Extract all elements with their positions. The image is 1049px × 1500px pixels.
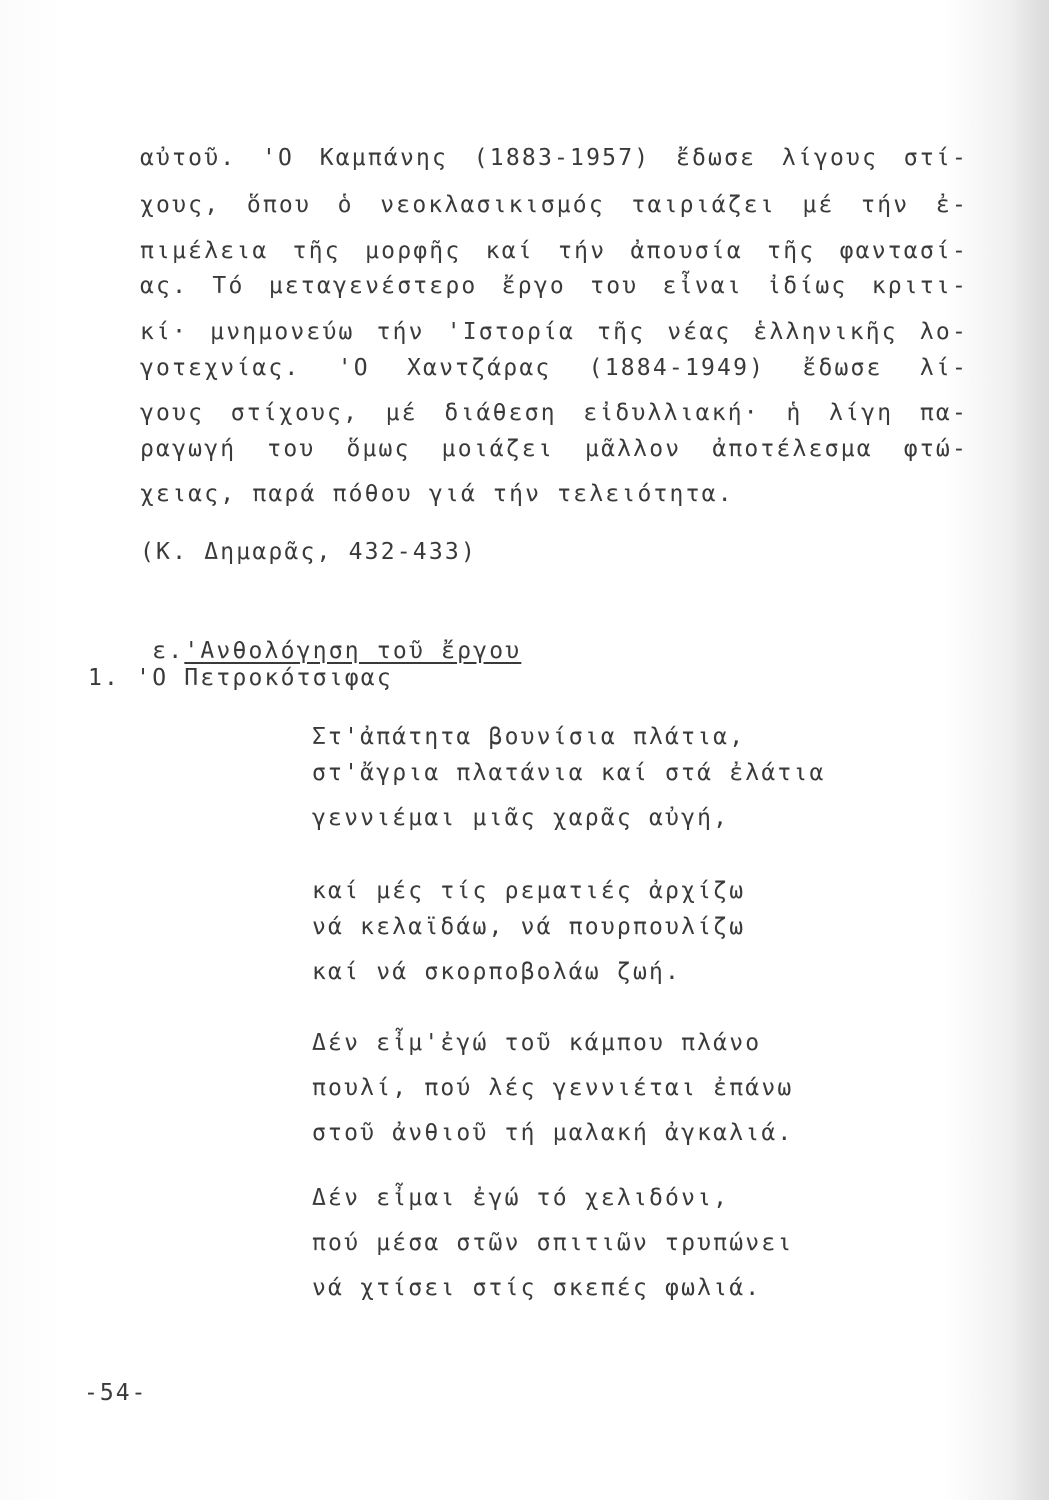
verse-line: γεννιέμαι μιᾶς χαρᾶς αὐγή, — [312, 805, 730, 831]
body-line-9: χειας, παρά πόθου γιά τήν τελειότητα. — [140, 481, 734, 507]
body-line-4: ας. Τό μεταγενέστερο ἔργο του εἶναι ἰδίως κριτι- — [140, 273, 968, 299]
body-line-7: γους στίχους, μέ διάθεση εἰδυλλιακή· ἡ λίγη πα- — [140, 400, 968, 426]
poem-heading: 1. 'Ο Πετροκότσιφας — [88, 665, 393, 691]
citation: (Κ. Δημαρᾶς, 432-433) — [140, 539, 477, 565]
verse-line: νά χτίσει στίς σκεπές φωλιά. — [312, 1275, 762, 1301]
verse-line: καί νά σκορποβολάω ζωή. — [312, 959, 682, 985]
section-marker: ε. — [152, 638, 185, 664]
body-line-2: χους, ὅπου ὁ νεοκλασικισμός ταιριάζει μέ τήν ἐ- — [140, 192, 968, 218]
section-title: 'Ανθολόγηση τοῦ ἔργου — [184, 638, 522, 664]
body-line-6: γοτεχνίας. 'Ο Χαντζάρας (1884-1949) ἔδωσε λί- — [140, 355, 968, 381]
body-line-5: κί· μνημονεύω τήν 'Ιστορία τῆς νέας ἑλληνικῆς λο- — [140, 319, 968, 345]
body-line-1: αὐτοῦ. 'Ο Καμπάνης (1883-1957) ἔδωσε λίγους στί- — [140, 145, 968, 171]
verse-line: Δέν εἶμ'ἐγώ τοῦ κάμπου πλάνο — [312, 1030, 762, 1056]
verse-line: Στ'ἀπάτητα βουνίσια πλάτια, — [312, 724, 746, 750]
body-line-3: πιμέλεια τῆς μορφῆς καί τήν ἀπουσία τῆς φαντασί- — [140, 238, 968, 264]
body-line-8: ραγωγή του ὅμως μοιάζει μᾶλλον ἀποτέλεσμα φτώ- — [140, 436, 968, 462]
verse-line: Δέν εἶμαι ἐγώ τό χελιδόνι, — [312, 1185, 730, 1211]
page-number: -54- — [84, 1380, 148, 1406]
verse-line: πού μέσα στῶν σπιτιῶν τρυπώνει — [312, 1230, 794, 1256]
verse-line: στ'ἄγρια πλατάνια καί στά ἐλάτια — [312, 760, 826, 786]
verse-line: πουλί, πού λές γεννιέται ἐπάνω — [312, 1075, 794, 1101]
page-edge-shadow — [1009, 0, 1049, 1500]
verse-line: καί μές τίς ρεματιές ἀρχίζω — [312, 878, 746, 904]
verse-line: στοῦ ἀνθιοῦ τή μαλακή ἀγκαλιά. — [312, 1120, 794, 1146]
verse-line: νά κελαϊδάω, νά πουρπουλίζω — [312, 914, 746, 940]
